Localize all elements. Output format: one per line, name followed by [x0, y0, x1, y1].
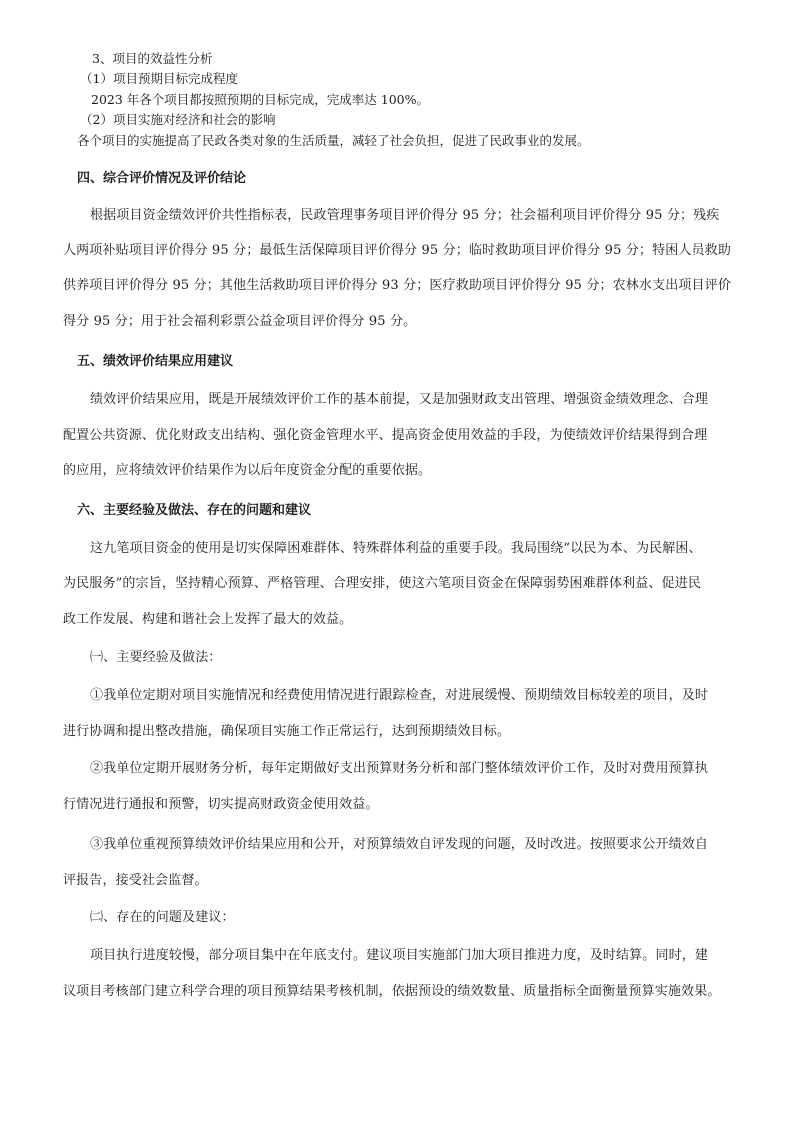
- sec3-sub1: （1）项目预期目标完成程度: [80, 71, 238, 86]
- sec6-sub1: ㈠、主要经验及做法：: [90, 650, 222, 665]
- sec4-line: 供养项目评价得分 95 分；其他生活救助项目评价得分 93 分；医疗救助项目评价得分 95 分；农林水支出项目评价: [63, 278, 731, 293]
- sec6-intro-line: 为民服务”的宗旨，坚持精心预算、严格管理、合理安排，使这六笔项目资金在保障弱势困难群体利益、促进民: [63, 576, 701, 591]
- sec6-intro-line: 政工作发展、构建和谐社会上发挥了最大的效益。: [63, 612, 353, 627]
- sec4-line: 得分 95 分；用于社会福利彩票公益金项目评价得分 95 分。: [63, 314, 417, 329]
- sec6-issue-line: 项目执行进度较慢，部分项目集中在年底支付。建议项目实施部门加大项目推进力度，及时结算。同时，建: [90, 948, 709, 963]
- sec6-item3-line: 评报告，接受社会监督。: [63, 873, 208, 888]
- sec6-item3-line: ③我单位重视预算绩效评价结果应用和公开，对预算绩效自评发现的问题，及时改进。按照要求公开绩效自: [90, 837, 709, 852]
- sec4-line: 人两项补贴项目评价得分 95 分；最低生活保障项目评价得分 95 分；临时救助项目评价得分 95 分；特困人员救助: [63, 243, 731, 258]
- sec5-line: 的应用，应将绩效评价结果作为以后年度资金分配的重要依据。: [63, 463, 432, 478]
- sec5-line: 配置公共资源、优化财政支出结构、强化资金管理水平、提高资金使用效益的手段，为使绩效评价结果得到合理: [63, 428, 708, 443]
- sec3-sub1-text: 2023 年各个项目都按照预期的目标完成，完成率达 100%。: [91, 92, 429, 107]
- sec6-issue-line: 议项目考核部门建立科学合理的项目预算结果考核机制，依据预设的绩效数量、质量指标全面衡量预算实施效果。: [63, 984, 721, 999]
- sec6-item1-line: 进行协调和提出整改措施，确保项目实施工作正常运行，达到预期绩效目标。: [63, 724, 511, 739]
- sec3-sub2: （2）项目实施对经济和社会的影响: [80, 112, 276, 127]
- sec6-item2-line: 行情况进行通报和预警，切实提高财政资金使用效益。: [63, 797, 379, 812]
- sec6-sub2: ㈡、存在的问题及建议：: [90, 910, 235, 925]
- sec6-heading: 六、主要经验及做法、存在的问题和建议: [77, 503, 312, 518]
- sec4-line: 根据项目资金绩效评价共性指标表，民政管理事务项目评价得分 95 分；社会福利项目评价得分 95 分；残疾: [90, 208, 720, 223]
- sec6-item1-line: ①我单位定期对项目实施情况和经费使用情况进行跟踪检查，对进展缓慢、预期绩效目标较差的项目，及时: [90, 688, 709, 703]
- sec5-line: 绩效评价结果应用，既是开展绩效评价工作的基本前提，又是加强财政支出管理、增强资金绩效理念、合理: [90, 392, 709, 407]
- sec5-heading: 五、绩效评价结果应用建议: [77, 354, 234, 369]
- sec6-intro-line: 这九笔项目资金的使用是切实保障困难群体、特殊群体利益的重要手段。我局围绕“以民为本、为民解困、: [90, 541, 702, 556]
- sec4-heading: 四、综合评价情况及评价结论: [77, 171, 247, 186]
- sec3-sub2-text: 各个项目的实施提高了民政各类对象的生活质量，减轻了社会负担，促进了民政事业的发展。: [77, 133, 590, 148]
- sec6-item2-line: ②我单位定期开展财务分析，每年定期做好支出预算财务分析和部门整体绩效评价工作，及时对费用预算执: [90, 761, 709, 776]
- sec3-title: 3、项目的效益性分析: [92, 51, 213, 66]
